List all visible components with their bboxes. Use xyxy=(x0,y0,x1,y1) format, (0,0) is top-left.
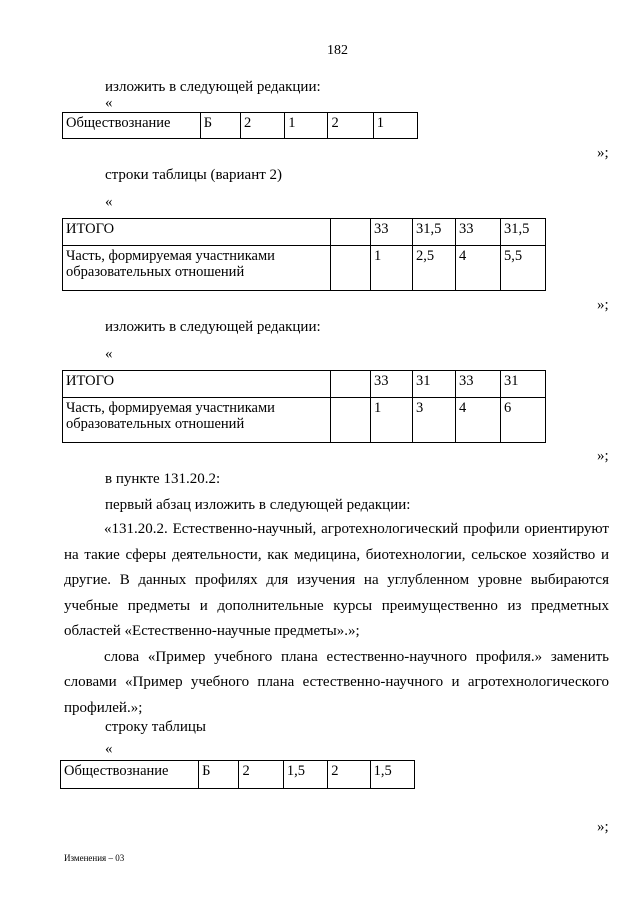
table-totals-new xyxy=(62,370,546,443)
table-row xyxy=(63,398,546,443)
open-quote: « xyxy=(105,95,113,111)
table-cell: 31,5 xyxy=(413,219,456,246)
table-cell: 33 xyxy=(371,371,413,398)
close-quote: »; xyxy=(597,145,609,161)
table-cell: Часть, формируемая участниками образовательных отношений xyxy=(63,398,331,443)
table-cell: 2 xyxy=(328,761,370,789)
table-cell xyxy=(331,371,371,398)
table-cell: 2 xyxy=(328,113,373,139)
instruction-line: изложить в следующей редакции: xyxy=(105,319,321,335)
table-cell: ИТОГО xyxy=(63,371,331,398)
close-quote: »; xyxy=(597,297,609,313)
table-cell: 33 xyxy=(456,371,501,398)
paragraph: «131.20.2. Естественно-научный, агротехнологический профили ориентируют на такие сферы деятельности, как медицина, биотехнологии, сельское хозяйство и другие. В данных профилях для изучения на углубленном уровне выбираются учебные предметы и дополнительные курсы преимущественно из предметных областей «Естественно-научные предметы».»; xyxy=(64,521,609,639)
table-cell: 1 xyxy=(371,398,413,443)
table-cell: 2 xyxy=(240,113,284,139)
open-quote: « xyxy=(105,741,113,757)
table-row xyxy=(63,371,546,398)
table-cell: 1,5 xyxy=(370,761,414,789)
table-cell: Обществознание xyxy=(61,761,199,789)
table-cell xyxy=(331,219,371,246)
table-cell: 33 xyxy=(456,219,501,246)
open-quote: « xyxy=(105,194,113,210)
page-number: 182 xyxy=(327,43,348,58)
table-cell: 33 xyxy=(371,219,413,246)
table-social-studies-1 xyxy=(62,112,418,139)
table-cell: 2 xyxy=(239,761,283,789)
table-cell: 4 xyxy=(456,246,501,291)
table-cell: 1 xyxy=(371,246,413,291)
close-quote: »; xyxy=(597,448,609,464)
table-cell: Часть, формируемая участниками образовательных отношений xyxy=(63,246,331,291)
table-cell: Б xyxy=(200,113,240,139)
instruction-line: в пункте 131.20.2: xyxy=(105,471,221,487)
table-cell: 4 xyxy=(456,398,501,443)
table-cell: 31 xyxy=(501,371,546,398)
table-cell: Обществознание xyxy=(63,113,201,139)
table-totals-variant2 xyxy=(62,218,546,291)
table-cell: 31 xyxy=(413,371,456,398)
table-cell: 1,5 xyxy=(283,761,327,789)
table-cell: Б xyxy=(199,761,239,789)
table-row xyxy=(61,761,415,789)
table-social-studies-2 xyxy=(60,760,415,789)
table-cell: ИТОГО xyxy=(63,219,331,246)
open-quote: « xyxy=(105,346,113,362)
table-cell: 31,5 xyxy=(501,219,546,246)
table-cell: 2,5 xyxy=(413,246,456,291)
table-row xyxy=(63,113,418,139)
table-cell: 5,5 xyxy=(501,246,546,291)
table-cell: 6 xyxy=(501,398,546,443)
justified-text xyxy=(64,517,609,721)
table-cell: 1 xyxy=(373,113,417,139)
footer-note: Изменения – 03 xyxy=(64,853,125,863)
table-row xyxy=(63,219,546,246)
table-cell: 3 xyxy=(413,398,456,443)
close-quote: »; xyxy=(597,819,609,835)
table-cell: 1 xyxy=(285,113,328,139)
table-cell xyxy=(331,398,371,443)
instruction-line: строки таблицы (вариант 2) xyxy=(105,167,283,183)
instruction-line: первый абзац изложить в следующей редакции: xyxy=(105,497,411,513)
paragraph: слова «Пример учебного плана естественно-научного профиля.» заменить словами «Пример учебного плана естественно-научного и агротехнологического профилей.»; xyxy=(64,648,609,716)
table-cell xyxy=(331,246,371,291)
instruction-line: изложить в следующей редакции: xyxy=(105,79,321,95)
instruction-line: строку таблицы xyxy=(105,719,206,735)
table-row xyxy=(63,246,546,291)
